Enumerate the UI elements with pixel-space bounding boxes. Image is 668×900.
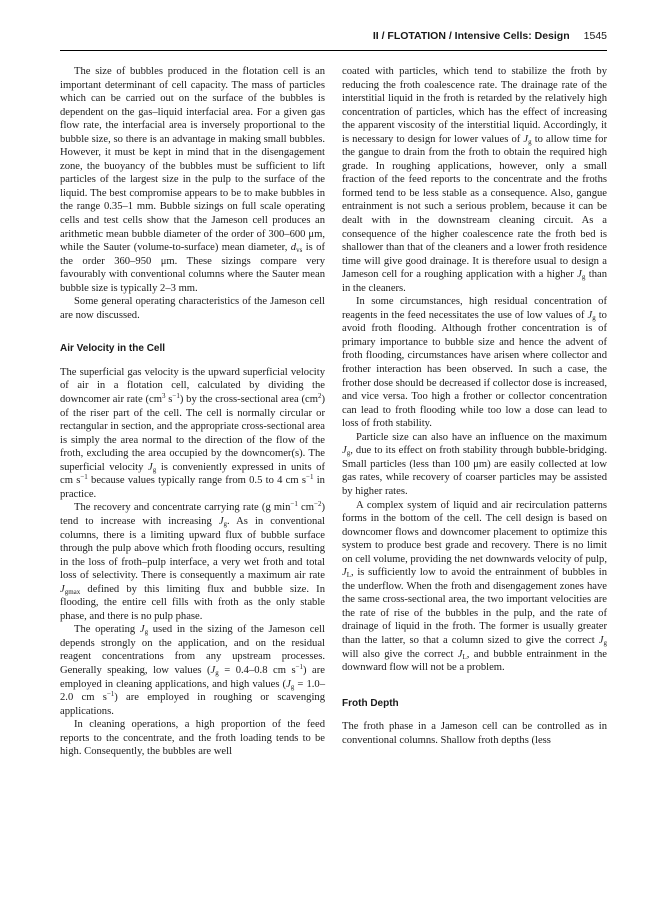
paragraph: In cleaning operations, a high proportion of the feed reports to the concentrate, and the froth loading tends to be high. Consequently, the bubbles are well bbox=[60, 719, 325, 758]
paragraph: The recovery and concentrate carrying rate (g $\min^{-1} cm^{-2}$) tend to increase with increasing $J_g$. As in conventional columns, there is a limiting upward flux of bubble surface through the pulp above which froth flooding occurs, resulting in the loss of froth–pulp interface, a very wet froth and total loss of selectivity. There is consequently a maximum air rate $J_{gmax}$ defined by this limiting flux and bubble size. In flooding, the entire cell fills with froth as the only stable phase, and there is no pulp phase. bbox=[60, 500, 325, 622]
left-column bbox=[60, 65, 325, 759]
paragraph: The size of bubbles produced in the flotation cell is an important determinant of cell capacity. The mass of particles which can be carried out on the surface of the bubbles is dependent on the gas–liquid interfacial area. For a given gas flow rate, the interfacial area is inversely proportional to the bubble size, so there is an advantage in making small bubbles. However, it must be kept in mind that in the disengagement zone, the buoyancy of the bubbles must be sufficient to lift particles of the largest size in the pulp to the surface of the liquid. The best compromise appears to be to make bubbles in the range 0.35–1 mm. Bubble sizings on full scale operating cells and test cells show that the Jameson cell produces an arithmetic mean bubble diameter of the order of 300–600 μm, while the Sauter (volume-to-surface) mean diameter, $d_{vs}$ is of the order 360–950 μm. These sizings compare very favourably with conventional columns where the Sauter mean bubble size is typically 2–3 mm. bbox=[60, 66, 325, 294]
running-title: II / FLOTATION / Intensive Cells: Design bbox=[372, 30, 570, 42]
running-header bbox=[60, 30, 607, 51]
paragraph: coated with particles, which tend to stabilize the froth by reducing the froth coalescence rate. The drainage rate of the interstitial liquid in the froth is retarded by the relatively high concentration of particles, which has the effect of increasing the apparent viscosity of the interstitial liquid. Accordingly, it is necessary to design for lower values of $J_g$ to allow time for the gangue to drain from the froth to obtain the required high grade. In roughing applications, however, only a small fraction of the feed reports to the concentrate and the froths formed tend to be less stable as a consequence. Also, gangue entrainment is not such a serious problem, because it can be dealt with in the downstream cleaning circuit. As a consequence of the higher coalescence rate the froth bed is shallower than that of the cleaners and a lower froth residence time will give good drainage. It is therefore usual to design a Jameson cell for a roughing application with a higher $J_g$ than in the cleaners. bbox=[342, 66, 608, 294]
right-column bbox=[342, 65, 607, 747]
section-heading: Air Velocity in the Cell bbox=[60, 343, 166, 355]
paragraph: The superficial gas velocity is the upward superficial velocity of air in a flotation cell, calculated by dividing the downcomer air rate ($cm^3$ $s^{-1}$) by the cross-sectional area $(cm^2)$ of the riser part of the cell. The cell is normally circular or rectangular in section, and the appropriate cross-sectional area is simply the area normal to the direction of the flow of the froth, excluding the area occupied by the downcomer(s). The superficial velocity $J_g$ is conveniently expressed in units of cm $s^{-1}$ because values typically range from 0.5 to 4 cm $s^{-1}$ in practice. bbox=[60, 366, 325, 500]
paragraph: Particle size can also have an influence on the maximum $J_g$, due to its effect on froth stability through bubble-bridging. Small particles (less than 100 μm) are easily collected at low gas rates, while recovery of coarser particles may be assisted by higher rates. bbox=[342, 431, 607, 497]
paragraph: In some circumstances, high residual concentration of reagents in the feed necessitates the use of low values of $J_g$ to avoid froth flooding. Although frother concentration is of primary importance to bubble size and hence the advent of froth flooding, circumstances have arisen where collector and frother interaction has been observed. In such a case, the frother dose should be decreased if collector dose is increased, and vice versa. Too high a frother or collector concentration can lead to froth flooding while too low a dose can lead to loss of froth stability. bbox=[342, 296, 607, 430]
paragraph: Some general operating characteristics of the Jameson cell are now discussed. bbox=[60, 296, 325, 321]
section-heading: Froth Depth bbox=[342, 697, 399, 709]
page-number: 1545 bbox=[583, 30, 607, 42]
paragraph: A complex system of liquid and air recirculation patterns forms in the bottom of the cell. The cell design is based on downcomer flows and downcomer placement to optimize this system to produce best grade and recovery. There is no limit on cell volume, providing the net downwards velocity of pulp, $J_L$, is sufficiently low to avoid the entrainment of bubbles in the underflow. When the froth and disengagement zones have the same cross-sectional area, the two important velocities are the rate of rise of the bubbles in the pulp, and the rate of drainage of liquid in the froth. The former is usually greater than the latter, so that a column sized to give the correct $J_g$ will also give the correct $J_L$, and bubble entrainment in the downward flow will not be a problem. bbox=[342, 499, 607, 674]
paragraph: The operating $J_g$ used in the sizing of the Jameson cell depends strongly on the application, and on the residual reagent concentrations from any upstream processes. Generally speaking, low values ($J_g = 0.4-0.8$ cm $s^{-1}$) are employed in cleaning applications, and high values ($J_g = 1.0-2.0$ cm $s^{-1}$) are employed in roughing or scavenging applications. bbox=[60, 624, 325, 717]
paragraph: The froth phase in a Jameson cell can be controlled as in conventional columns. Shallow froth depths (less bbox=[342, 721, 607, 746]
